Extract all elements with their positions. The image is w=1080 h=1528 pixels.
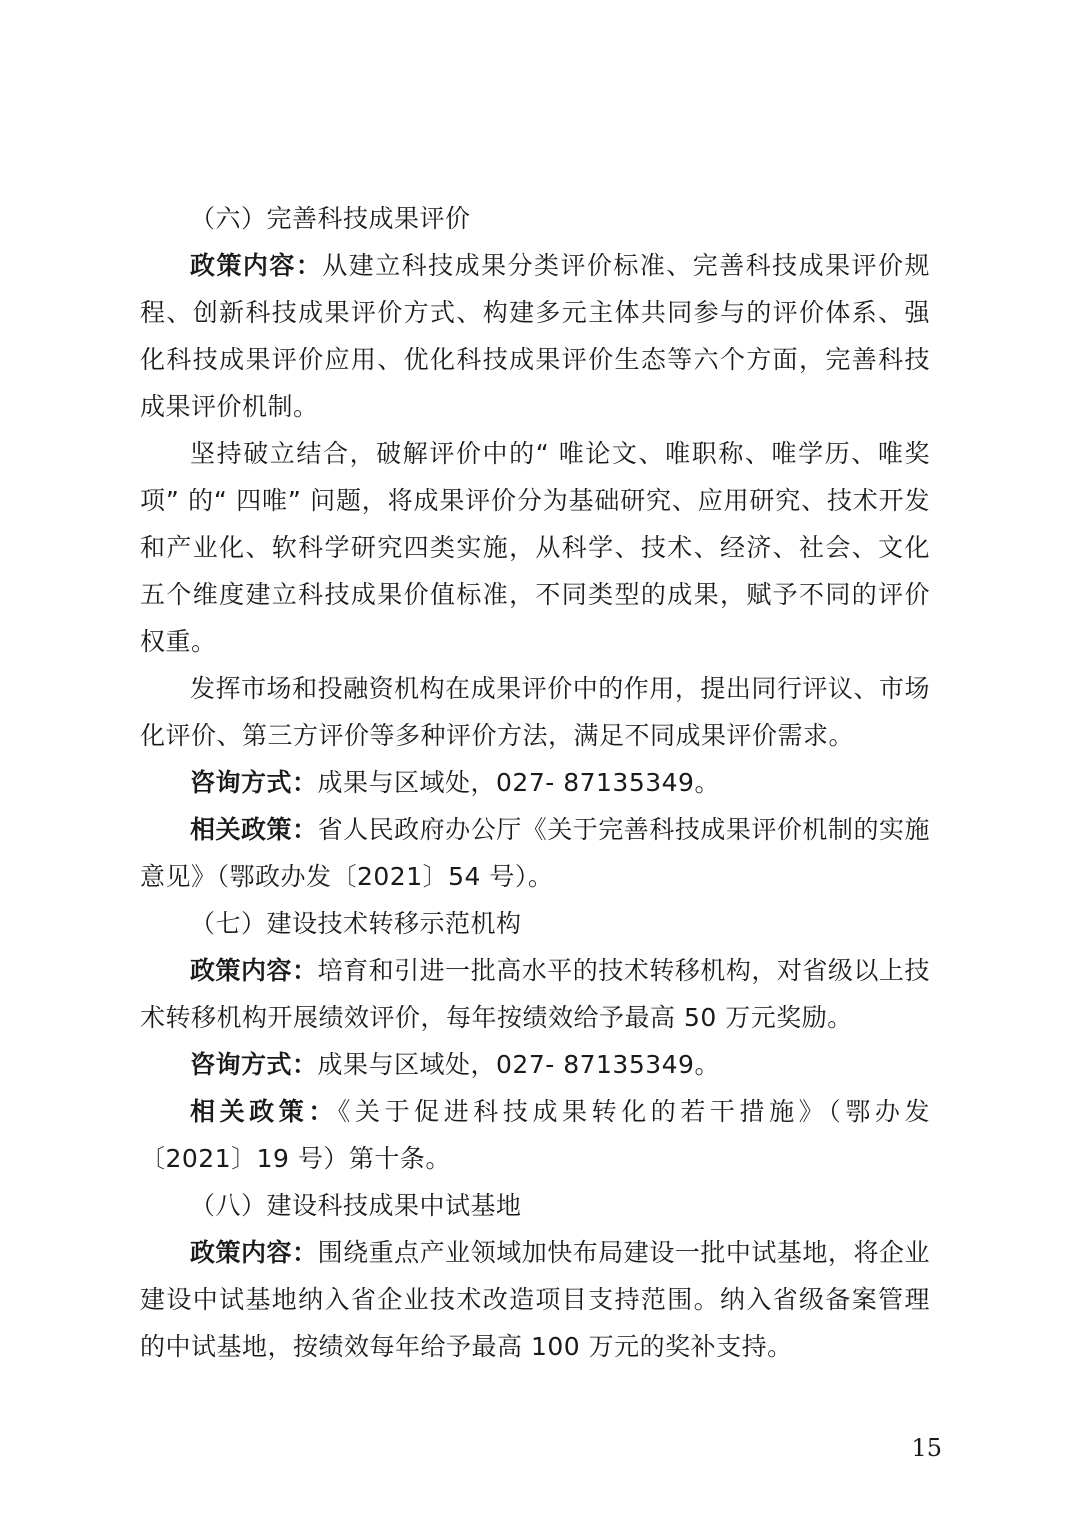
section-7-policy: [140, 947, 930, 1041]
section-6-policy: [140, 242, 930, 430]
contact-label: 咨询方式：: [190, 768, 318, 797]
policy-text: 从建立科技成果分类评价标准、完善科技成果评价规程、创新科技成果评价方式、构建多元主体共同参与的评价体系、强化科技成果评价应用、优化科技成果评价生态等六个方面，完善科技成果评价机制。: [140, 251, 930, 421]
related-text: 省人民政府办公厅《关于完善科技成果评价机制的实施意见》（鄂政办发〔2021〕54 号）。: [140, 815, 930, 891]
policy-text: 培育和引进一批高水平的技术转移机构，对省级以上技术转移机构开展绩效评价，每年按绩效给予最高 50 万元奖励。: [140, 956, 930, 1032]
related-label: 相关政策：: [190, 1097, 338, 1126]
related-text: 《关于促进科技成果转化的若干措施》（鄂办发〔2021〕19 号）第十条。: [140, 1097, 930, 1173]
section-6-contact: [140, 759, 930, 806]
section-6-heading: （六）完善科技成果评价: [190, 204, 471, 233]
section-7-heading: （七）建设技术转移示范机构: [190, 909, 522, 938]
section-6-paragraph-3: 发挥市场和投融资机构在成果评价中的作用，提出同行评议、市场化评价、第三方评价等多种评价方法，满足不同成果评价需求。: [140, 674, 930, 750]
document-body: [140, 195, 930, 1370]
section-6-paragraph-2: 坚持破立结合，破解评价中的“ 唯论文、唯职称、唯学历、唯奖项” 的“ 四唯” 问题，将成果评价分为基础研究、应用研究、技术开发和产业化、软科学研究四类实施，从科学、技术、经济、社会、文化五个维度建立科技成果价值标准，不同类型的成果，赋予不同的评价权重。: [140, 439, 930, 656]
section-7-contact: [140, 1041, 930, 1088]
policy-label: 政策内容：: [190, 1238, 318, 1267]
contact-label: 咨询方式：: [190, 1050, 318, 1079]
contact-text: 成果与区域处，027- 87135349。: [317, 1050, 720, 1079]
policy-text: 围绕重点产业领域加快布局建设一批中试基地，将企业建设中试基地纳入省企业技术改造项目支持范围。纳入省级备案管理的中试基地，按绩效每年给予最高 100 万元的奖补支持。: [140, 1238, 930, 1361]
policy-label: 政策内容：: [190, 956, 318, 985]
page-number: 15: [911, 1434, 942, 1462]
section-8-policy: [140, 1229, 930, 1370]
section-8-heading: （八）建设科技成果中试基地: [190, 1191, 522, 1220]
section-6-related: [140, 806, 930, 900]
contact-text: 成果与区域处，027- 87135349。: [317, 768, 720, 797]
policy-label: 政策内容：: [190, 251, 323, 280]
section-7-related: [140, 1088, 930, 1182]
related-label: 相关政策：: [190, 815, 318, 844]
